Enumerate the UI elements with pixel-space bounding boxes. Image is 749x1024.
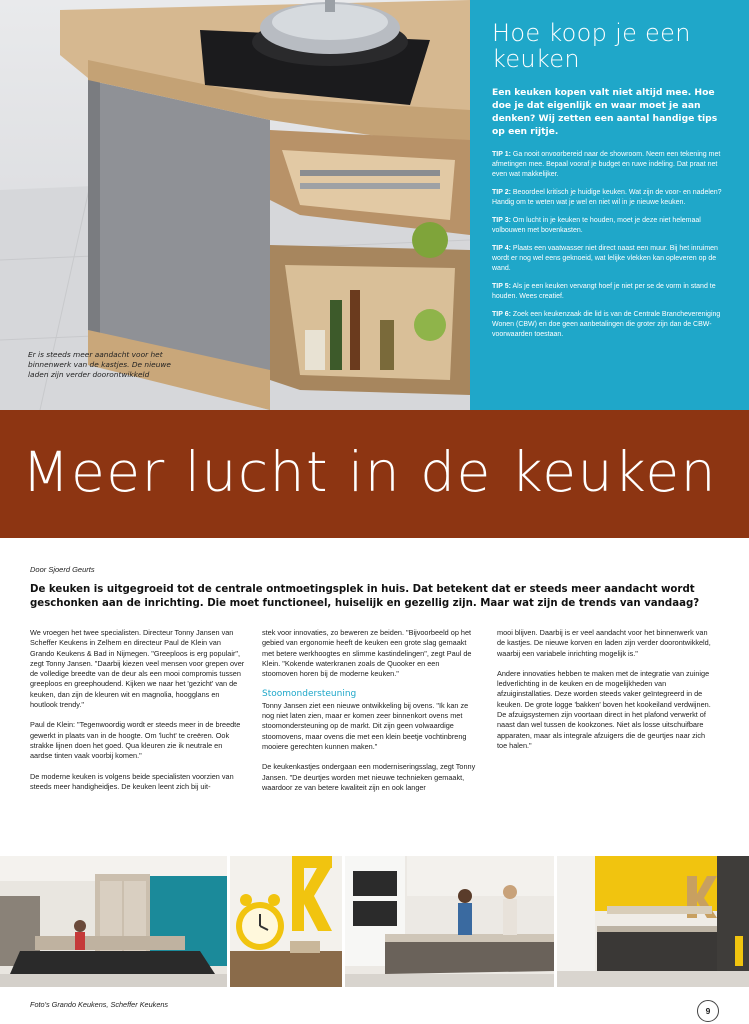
paragraph: We vroegen het twee specialisten. Directeur Tonny Jansen van Scheffer Keukens in Zelhem en directeur Paul de Klein van Grando Keukens & Bad in Nijmegen. "Greeploos is erg populair", zegt Tonny Jansen. "Daarbij kiezen veel mensen voor grepen over de volledige breedte van de deur als een mooi compromis tussen greeploos en greephoudend. Kijken we naar het 'gezicht' van de keuken, dan zijn de kleuren wit en magnolia, hoogglans en houtlook trendy.": [30, 628, 245, 710]
photo-strip: [0, 856, 749, 987]
tips-intro: Een keuken kopen valt niet altijd mee. Hoe doe je dat eigenlijk en waar moet je aan denken? Wij zetten een aantal handige tips op een rijtje.: [492, 87, 718, 137]
article-column-3: [497, 628, 712, 761]
tips-list: [492, 150, 733, 340]
title-band: [0, 410, 749, 538]
kitchen-photo-1: [0, 856, 227, 987]
tip-item: [492, 282, 733, 302]
tip-text: Als je een keuken vervangt hoef je niet per se de vorm in stand te houden. Wees creatief.: [492, 283, 716, 300]
tip-item: [492, 216, 733, 236]
photo-credit: Foto's Grando Keukens, Scheffer Keukens: [30, 1000, 169, 1009]
tip-label: TIP 1:: [492, 151, 511, 158]
byline: Door Sjoerd Geurts: [30, 565, 95, 574]
tip-text: Zoek een keukenzaak die lid is van de Centrale Branchevereniging Wonen (CBW) en doe geen aanbetalingen die groter zijn dan de CBW-voorwaarden toestaan.: [492, 311, 721, 338]
paragraph: Tonny Jansen ziet een nieuwe ontwikkeling bij ovens. "Ik kan ze nog niet laten zien, maar er komen zeer binnenkort ovens met stoomondersteuning op de markt. Dit zijn geen volwaardige stoomovens, maar ovens die met een klein beetje vochtinbreng mooiere gerechten kunnen maken.": [262, 700, 469, 751]
article-lead: De keuken is uitgegroeid tot de centrale ontmoetingsplek in huis. Dat betekent dat er steeds meer aandacht wordt geschonken aan de inrichting. Die moet functioneel, huiselijk en gezellig zijn. Maar wat zijn de trends van vandaag?: [30, 584, 700, 609]
tip-label: TIP 3:: [492, 217, 511, 224]
tip-text: Om lucht in je keuken te houden, moet je deze niet helemaal volbouwen met bovenkasten.: [492, 217, 701, 234]
tips-title: Hoe koop je een keuken: [492, 19, 691, 73]
hero-photo: [0, 0, 470, 410]
paragraph: mooi blijven. Daarbij is er veel aandacht voor het binnenwerk van de kastjes. De nieuwe korven en laden zijn verder doorontwikkeld, waarbij een variabele inrichting mogelijk is.": [497, 628, 711, 658]
paragraph: stek voor innovaties, zo beweren ze beiden. "Bijvoorbeeld op het gebied van ergonomie heeft de keuken een grote slag gemaakt met betere werkhoogtes en slimme kastindelingen", zegt Paul de Klein. "Kokende waterkranen zoals de Quooker en een stoomoven horen bij de moderne keuken.": [262, 628, 472, 679]
tip-item: [492, 188, 733, 208]
paragraph: Andere innovaties hebben te maken met de integratie van zuinige ledverlichting in de keuken en de mogelijkheden van afzuiginstallaties. Deze worden steeds vaker geïntegreerd in de keuken. De grote logge 'bakken' boven het kookeiland verdwijnen. De afzuigsystemen zijn voortaan direct in het plafond verwerkt of naast dan wel tussen de kookzones. Niet als losse uitschuifbare apparaten, maar als integrale afzuigers die de geurtjes naar zich toe halen.": [497, 668, 711, 750]
tip-item: [492, 150, 733, 180]
article-column-1: [30, 628, 245, 802]
article-title: Meer lucht in de keuken: [22, 440, 718, 504]
kitchen-photo-4: [557, 856, 749, 987]
tip-label: TIP 2:: [492, 189, 511, 196]
paragraph: De keukenkastjes ondergaan een moderniseringsslag, zegt Tonny Jansen. "De deurtjes worden met nieuwe technieken gemaakt, waardoor ze van betere kwaliteit zijn en ook langer: [262, 762, 476, 792]
article-column-2: [262, 628, 477, 803]
tips-panel: [470, 0, 749, 410]
kitchen-photo-2: [230, 856, 342, 987]
tip-text: Ga nooit onvoorbereid naar de showroom. Neem een tekening met afmetingen mee. Bepaal vooraf je budget en ruwe indeling. Dat praat net even wat makkelijker.: [492, 151, 721, 178]
tip-item: [492, 310, 733, 340]
kitchen-photo-3: [345, 856, 554, 987]
paragraph: De moderne keuken is volgens beide specialisten voorzien van steeds meer handigheidjes. De keuken leent zich bij uit-: [30, 771, 234, 791]
subheading: Stoomondersteuning: [262, 689, 357, 700]
kitchen-island-illustration: [0, 0, 470, 410]
page-number: 9: [697, 1000, 719, 1022]
tip-label: TIP 6:: [492, 311, 511, 318]
tip-label: TIP 5:: [492, 283, 511, 290]
tip-item: [492, 244, 733, 274]
tip-text: Plaats een vaatwasser niet direct naast een muur. Bij het inruimen wordt er nog wel eens geknoeid, wat lelijke vlekken kan opleveren op de wand.: [492, 245, 718, 272]
tip-text: Beoordeel kritisch je huidige keuken. Wat zijn de voor- en nadelen? Handig om te weten wat je wel en niet wil in je nieuwe keuken.: [492, 189, 722, 206]
paragraph: Paul de Klein: "Tegenwoordig wordt er steeds meer in de breedte gewerkt in plaats van in de hoogte. Om 'lucht' te creëren. Ook strakke lijnen doen het goed. Qua kleuren zie ik neutrale en aardse tinten vaak voorbij komen.": [30, 720, 241, 761]
tip-label: TIP 4:: [492, 245, 511, 252]
hero-caption: Er is steeds meer aandacht voor het binnenwerk van de kastjes. De nieuwe laden zijn verder doorontwikkeld: [28, 350, 171, 379]
